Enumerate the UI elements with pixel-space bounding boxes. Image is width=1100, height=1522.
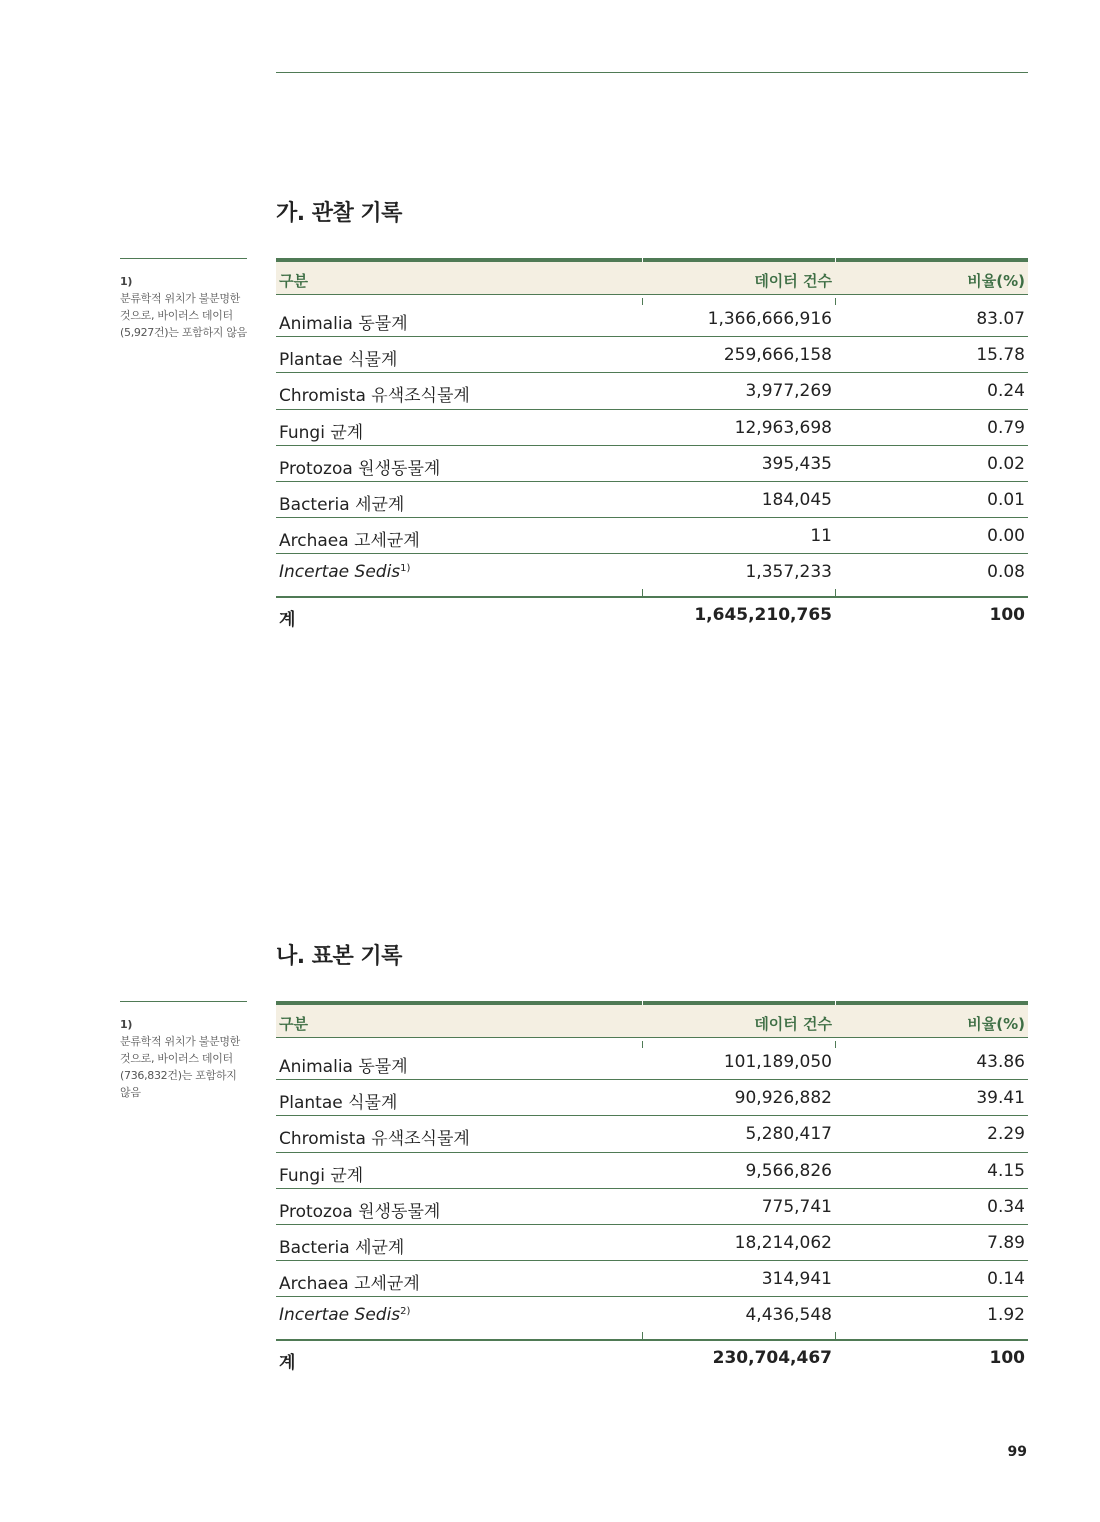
footnote-text: 분류학적 위치가 불분명한 것으로, 바이러스 데이터 (736,832건)는 포함하지 않음 — [120, 1035, 240, 1099]
table-row — [276, 1116, 1028, 1152]
row-ratio: 83.07 — [976, 309, 1025, 329]
total-count: 1,645,210,765 — [694, 605, 832, 626]
section-heading-observation: 가. 관찰 기록 — [276, 201, 402, 226]
table-row — [276, 446, 1028, 482]
row-count: 11 — [810, 526, 832, 547]
row-count: 12,963,698 — [734, 417, 832, 438]
column-header-count: 데이터 건수 — [754, 1015, 832, 1033]
table-row — [276, 337, 1028, 373]
row-ratio: 4.15 — [987, 1160, 1025, 1181]
row-label — [279, 1305, 410, 1325]
specimen-table — [276, 1001, 1028, 1379]
column-header-ratio: 비율(%) — [967, 272, 1025, 290]
table-header — [276, 258, 1028, 295]
row-label: Protozoa 원생동물계 — [279, 458, 441, 479]
table-row — [276, 1225, 1028, 1261]
row-label: Archaea 고세균계 — [279, 531, 420, 552]
row-count: 4,436,548 — [745, 1305, 832, 1326]
page-number: 99 — [1007, 1444, 1027, 1460]
footnote-mark: 1) — [120, 1018, 133, 1031]
row-ratio: 7.89 — [987, 1232, 1025, 1253]
row-label: Bacteria 세균계 — [279, 494, 405, 515]
table-row — [276, 1044, 1028, 1080]
row-count: 3,977,269 — [745, 381, 832, 402]
row-count: 9,566,826 — [745, 1160, 832, 1181]
row-ratio: 0.00 — [987, 526, 1025, 547]
row-ratio: 15.78 — [976, 345, 1025, 366]
footnote-ref: 2) — [400, 1306, 411, 1318]
section-heading-specimen: 나. 표본 기록 — [276, 944, 402, 969]
row-count: 395,435 — [761, 453, 832, 474]
row-label: Animalia 동물계 — [279, 314, 408, 334]
row-count: 314,941 — [761, 1269, 832, 1290]
total-label: 계 — [279, 1353, 296, 1374]
row-ratio: 1.92 — [987, 1305, 1025, 1326]
table-row — [276, 1080, 1028, 1116]
column-header-count: 데이터 건수 — [754, 272, 832, 290]
table-row — [276, 410, 1028, 446]
row-count: 5,280,417 — [745, 1124, 832, 1145]
column-header-category: 구분 — [279, 1015, 308, 1033]
table-row-incertae — [276, 1297, 1028, 1341]
table-row — [276, 1261, 1028, 1297]
table-row-incertae — [276, 554, 1028, 598]
row-label: Protozoa 원생동물계 — [279, 1201, 441, 1222]
row-ratio: 0.01 — [987, 489, 1025, 510]
table-row — [276, 482, 1028, 518]
row-count: 90,926,882 — [734, 1088, 832, 1109]
row-ratio: 39.41 — [976, 1088, 1025, 1109]
footnote-text: 분류학적 위치가 불분명한 것으로, 바이러스 데이터 (5,927건)는 포함하지 않음 — [120, 292, 247, 339]
row-ratio: 0.34 — [987, 1196, 1025, 1217]
row-count: 184,045 — [761, 489, 832, 510]
top-rule — [276, 72, 1028, 73]
row-label: Plantae 식물계 — [279, 350, 398, 371]
table-total-row — [276, 1341, 1028, 1379]
incertae-label: Incertae Sedis — [279, 1305, 401, 1326]
row-ratio: 43.86 — [976, 1052, 1025, 1072]
row-count: 18,214,062 — [734, 1232, 832, 1253]
total-ratio: 100 — [989, 1348, 1025, 1369]
row-ratio: 0.79 — [987, 417, 1025, 438]
row-ratio: 0.24 — [987, 381, 1025, 402]
table-total-row — [276, 598, 1028, 636]
row-count: 775,741 — [761, 1196, 832, 1217]
row-count: 101,189,050 — [723, 1052, 832, 1072]
incertae-label: Incertae Sedis — [279, 562, 401, 583]
row-label: Animalia 동물계 — [279, 1057, 408, 1077]
footnote-ref: 1) — [400, 563, 411, 575]
table-row — [276, 301, 1028, 337]
row-ratio: 0.08 — [987, 562, 1025, 583]
row-label: Fungi 균계 — [279, 1165, 364, 1186]
observation-table — [276, 258, 1028, 636]
table-row — [276, 373, 1028, 409]
row-label: Plantae 식물계 — [279, 1093, 398, 1114]
column-header-category: 구분 — [279, 272, 308, 290]
row-label — [279, 562, 410, 582]
row-label: Chromista 유색조식물계 — [279, 1129, 470, 1150]
total-label: 계 — [279, 610, 296, 631]
table-row — [276, 1189, 1028, 1225]
row-label: Chromista 유색조식물계 — [279, 386, 470, 407]
row-ratio: 2.29 — [987, 1124, 1025, 1145]
footnote-observation — [120, 258, 247, 341]
row-ratio: 0.02 — [987, 453, 1025, 474]
row-label: Fungi 균계 — [279, 422, 364, 443]
row-label: Bacteria 세균계 — [279, 1237, 405, 1258]
row-count: 1,357,233 — [745, 562, 832, 583]
column-header-ratio: 비율(%) — [967, 1015, 1025, 1033]
total-count: 230,704,467 — [712, 1348, 832, 1369]
footnote-mark: 1) — [120, 275, 133, 288]
table-header — [276, 1001, 1028, 1038]
row-label: Archaea 고세균계 — [279, 1274, 420, 1295]
table-row — [276, 1153, 1028, 1189]
total-ratio: 100 — [989, 605, 1025, 626]
footnote-specimen — [120, 1001, 247, 1101]
row-count: 1,366,666,916 — [707, 309, 832, 329]
table-row — [276, 518, 1028, 554]
row-ratio: 0.14 — [987, 1269, 1025, 1290]
row-count: 259,666,158 — [723, 345, 832, 366]
